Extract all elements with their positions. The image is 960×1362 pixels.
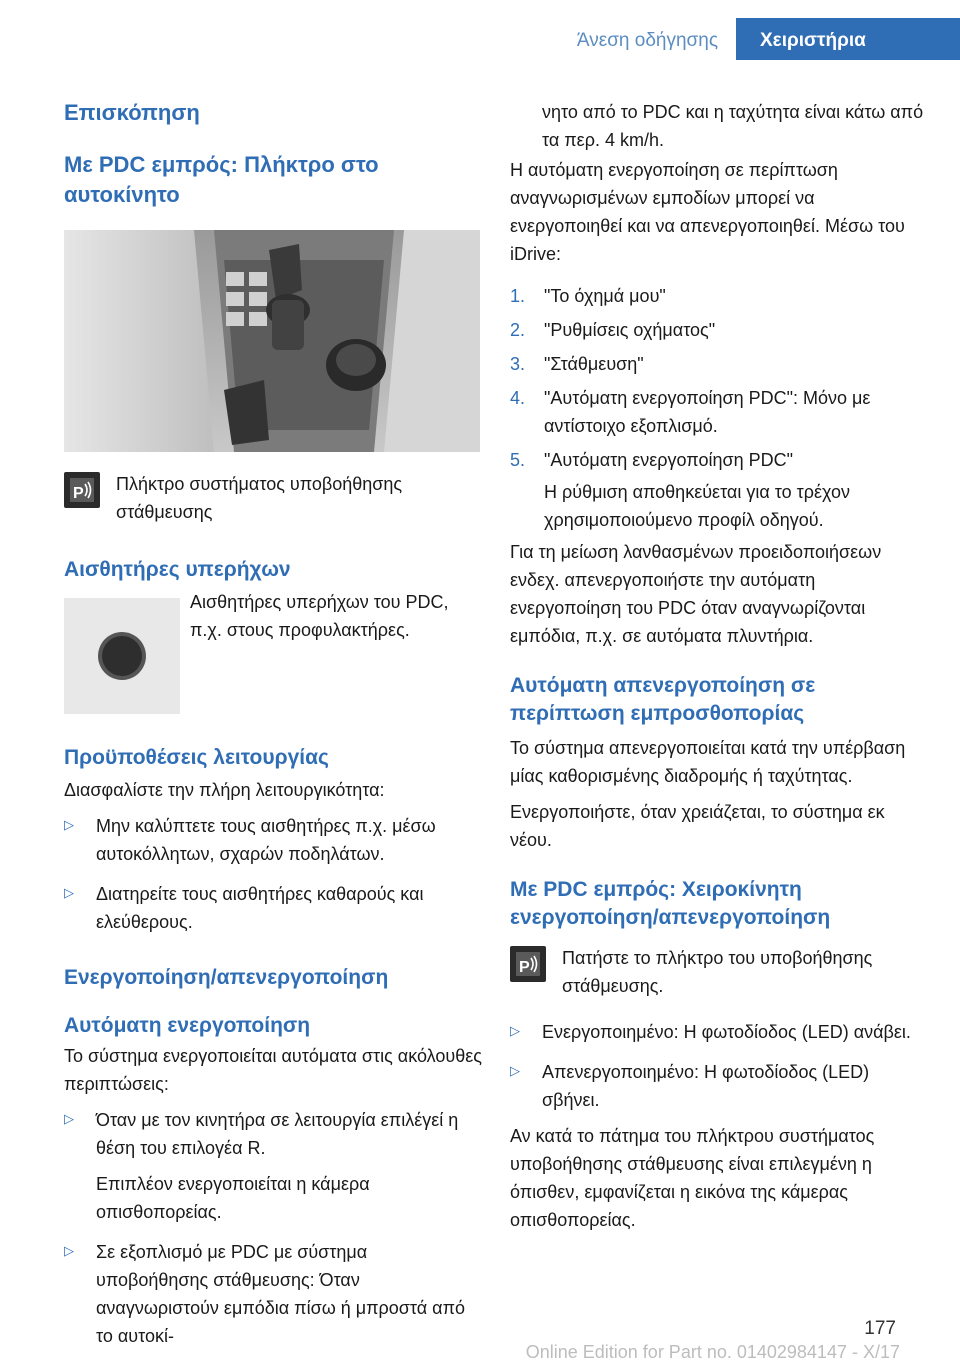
parking-assist-icon — [510, 946, 546, 982]
center-console-photo — [64, 230, 480, 452]
sensors-description: Αισθητήρες υπερήχων του PDC, π.χ. στους προφυλακτήρες. — [190, 592, 449, 640]
bullet-triangle-icon: ▷ — [64, 885, 74, 900]
auto-activation-item: ▷ Όταν με τον κινητήρα σε λειτουργία επιλέγεί η θέση του επιλογέα R. — [64, 1106, 484, 1162]
auto-activation-item: ▷ Σε εξοπλισμό με PDC με σύστημα υποβοήθησης στάθμευσης: Όταν αναγνωριστούν εμπόδια πίσω ή μπροστά από το αυτοκί- — [64, 1238, 484, 1350]
edition-watermark: Online Edition for Part no. 01402984147 - X/17 — [525, 1342, 900, 1362]
bullet-triangle-icon: ▷ — [64, 817, 74, 832]
step-item: 1. "Το όχημά μου" — [510, 286, 666, 306]
heading-manual-activation: Με PDC εμπρός: Χειροκίνητη ενεργοποίηση/απενεργοποίηση — [510, 878, 831, 929]
heading-front-pdc-button: Με PDC εμπρός: Πλήκτρο στο αυτοκίνητο — [64, 152, 379, 207]
prerequisite-item: ▷ Μην καλύπτετε τους αισθητήρες π.χ. μέσω αυτοκόλλητων, σχαρών ποδηλάτων. — [64, 812, 484, 868]
manual-state-item: ▷ Ενεργοποιημένο: Η φωτοδίοδος (LED) ανάβει. — [510, 1018, 930, 1046]
tab-controls[interactable]: Χειριστήρια — [736, 18, 960, 60]
center-console-illustration — [64, 230, 480, 452]
svg-text:P: P — [519, 959, 530, 976]
section-tabs — [559, 18, 960, 60]
reverse-camera-text: Αν κατά το πάτημα του πλήκτρου συστήματος υποβοήθησης στάθμευσης είναι επιλεγμένη η όπισθεν, εμφανίζεται η εικόνα της κάμερας οπισθοπορείας. — [510, 1126, 875, 1230]
step-item: 4. "Αυτόματη ενεργοποίηση PDC": Μόνο με αντίστοιχο εξοπλισμό. — [510, 388, 871, 436]
tab-driving-comfort[interactable]: Άνεση οδήγησης — [576, 30, 718, 51]
step-item: 3. "Στάθμευση" — [510, 354, 644, 374]
page-number: 177 — [864, 1318, 896, 1339]
bullet-triangle-icon: ▷ — [64, 1111, 74, 1126]
parking-assist-icon — [64, 472, 100, 508]
heading-prerequisites: Προϋποθέσεις λειτουργίας — [64, 746, 329, 769]
bullet-triangle-icon: ▷ — [510, 1023, 520, 1038]
manual-activation-text: Πατήστε το πλήκτρο του υποβοήθησης στάθμευσης. — [562, 948, 873, 996]
heading-activation: Ενεργοποίηση/απενεργοποίηση — [64, 966, 389, 989]
step-item: 2. "Ρυθμίσεις οχήματος" — [510, 320, 716, 340]
sensors-row — [64, 588, 484, 714]
heading-auto-deactivation: Αυτόματη απενεργοποίηση σε περίπτωση εμπροσθοπορίας — [510, 674, 816, 725]
right-column — [510, 98, 930, 1234]
reactivate-text: Ενεργοποιήστε, όταν χρειάζεται, το σύστημα εκ νέου. — [510, 802, 885, 850]
obstacle-activation-text: Η αυτόματη ενεργοποίηση σε περίπτωση αναγνωρισμένων εμποδίων μπορεί να ενεργοποιηθεί και να απενεργοποιηθεί. Μέσω του iDrive: — [510, 160, 905, 264]
continuation-text: νητο από το PDC και η ταχύτητα είναι κάτω από τα περ. 4 km/h. — [542, 102, 924, 150]
step-item: 5. "Αυτόματη ενεργοποίηση PDC" — [510, 450, 794, 470]
deactivation-text: Το σύστημα απενεργοποιείται κατά την υπέρβαση μίας καθορισμένης διαδρομής ή ταχύτητας. — [510, 738, 906, 786]
heading-auto-activation: Αυτόματη ενεργοποίηση — [64, 1014, 311, 1037]
idrive-steps — [510, 282, 930, 534]
auto-activation-note: Επιπλέον ενεργοποιείται η κάμερα οπισθοπορείας. — [96, 1174, 370, 1222]
heading-ultrasonic-sensors: Αισθητήρες υπερήχων — [64, 558, 291, 581]
sensor-photo — [64, 598, 180, 714]
false-warning-text: Για τη μείωση λανθασμένων προειδοποιήσεων ενδεχ. απενεργοποιήστε την αυτόματη ενεργοποίηση του PDC όταν αναγνωρίζονται εμπόδια, π.χ. σε αυτόματα πλυντήρια. — [510, 542, 882, 646]
bullet-triangle-icon: ▷ — [64, 1243, 74, 1258]
page-footer — [0, 1318, 960, 1362]
pdc-button-caption-row — [64, 470, 484, 526]
sensor-disc-icon — [92, 626, 152, 686]
left-column — [64, 98, 484, 1350]
pdc-button-caption: Πλήκτρο συστήματος υποβοήθησης στάθμευσης — [116, 474, 403, 522]
auto-activation-intro: Το σύστημα ενεργοποιείται αυτόματα στις ακόλουθες περιπτώσεις: — [64, 1046, 482, 1094]
heading-overview: Επισκόπηση — [64, 100, 200, 125]
bullet-triangle-icon: ▷ — [510, 1063, 520, 1078]
prerequisites-intro: Διασφαλίστε την πλήρη λειτουργικότητα: — [64, 780, 385, 800]
step-note: Η ρύθμιση αποθηκεύεται για το τρέχον χρησιμοποιούμενο προφίλ οδηγού. — [544, 482, 850, 530]
manual-state-item: ▷ Απενεργοποιημένο: Η φωτοδίοδος (LED) σβήνει. — [510, 1058, 930, 1114]
prerequisite-item: ▷ Διατηρείτε τους αισθητήρες καθαρούς και ελεύθερους. — [64, 880, 484, 936]
manual-activation-row — [510, 944, 930, 1000]
svg-text:P: P — [73, 485, 84, 502]
